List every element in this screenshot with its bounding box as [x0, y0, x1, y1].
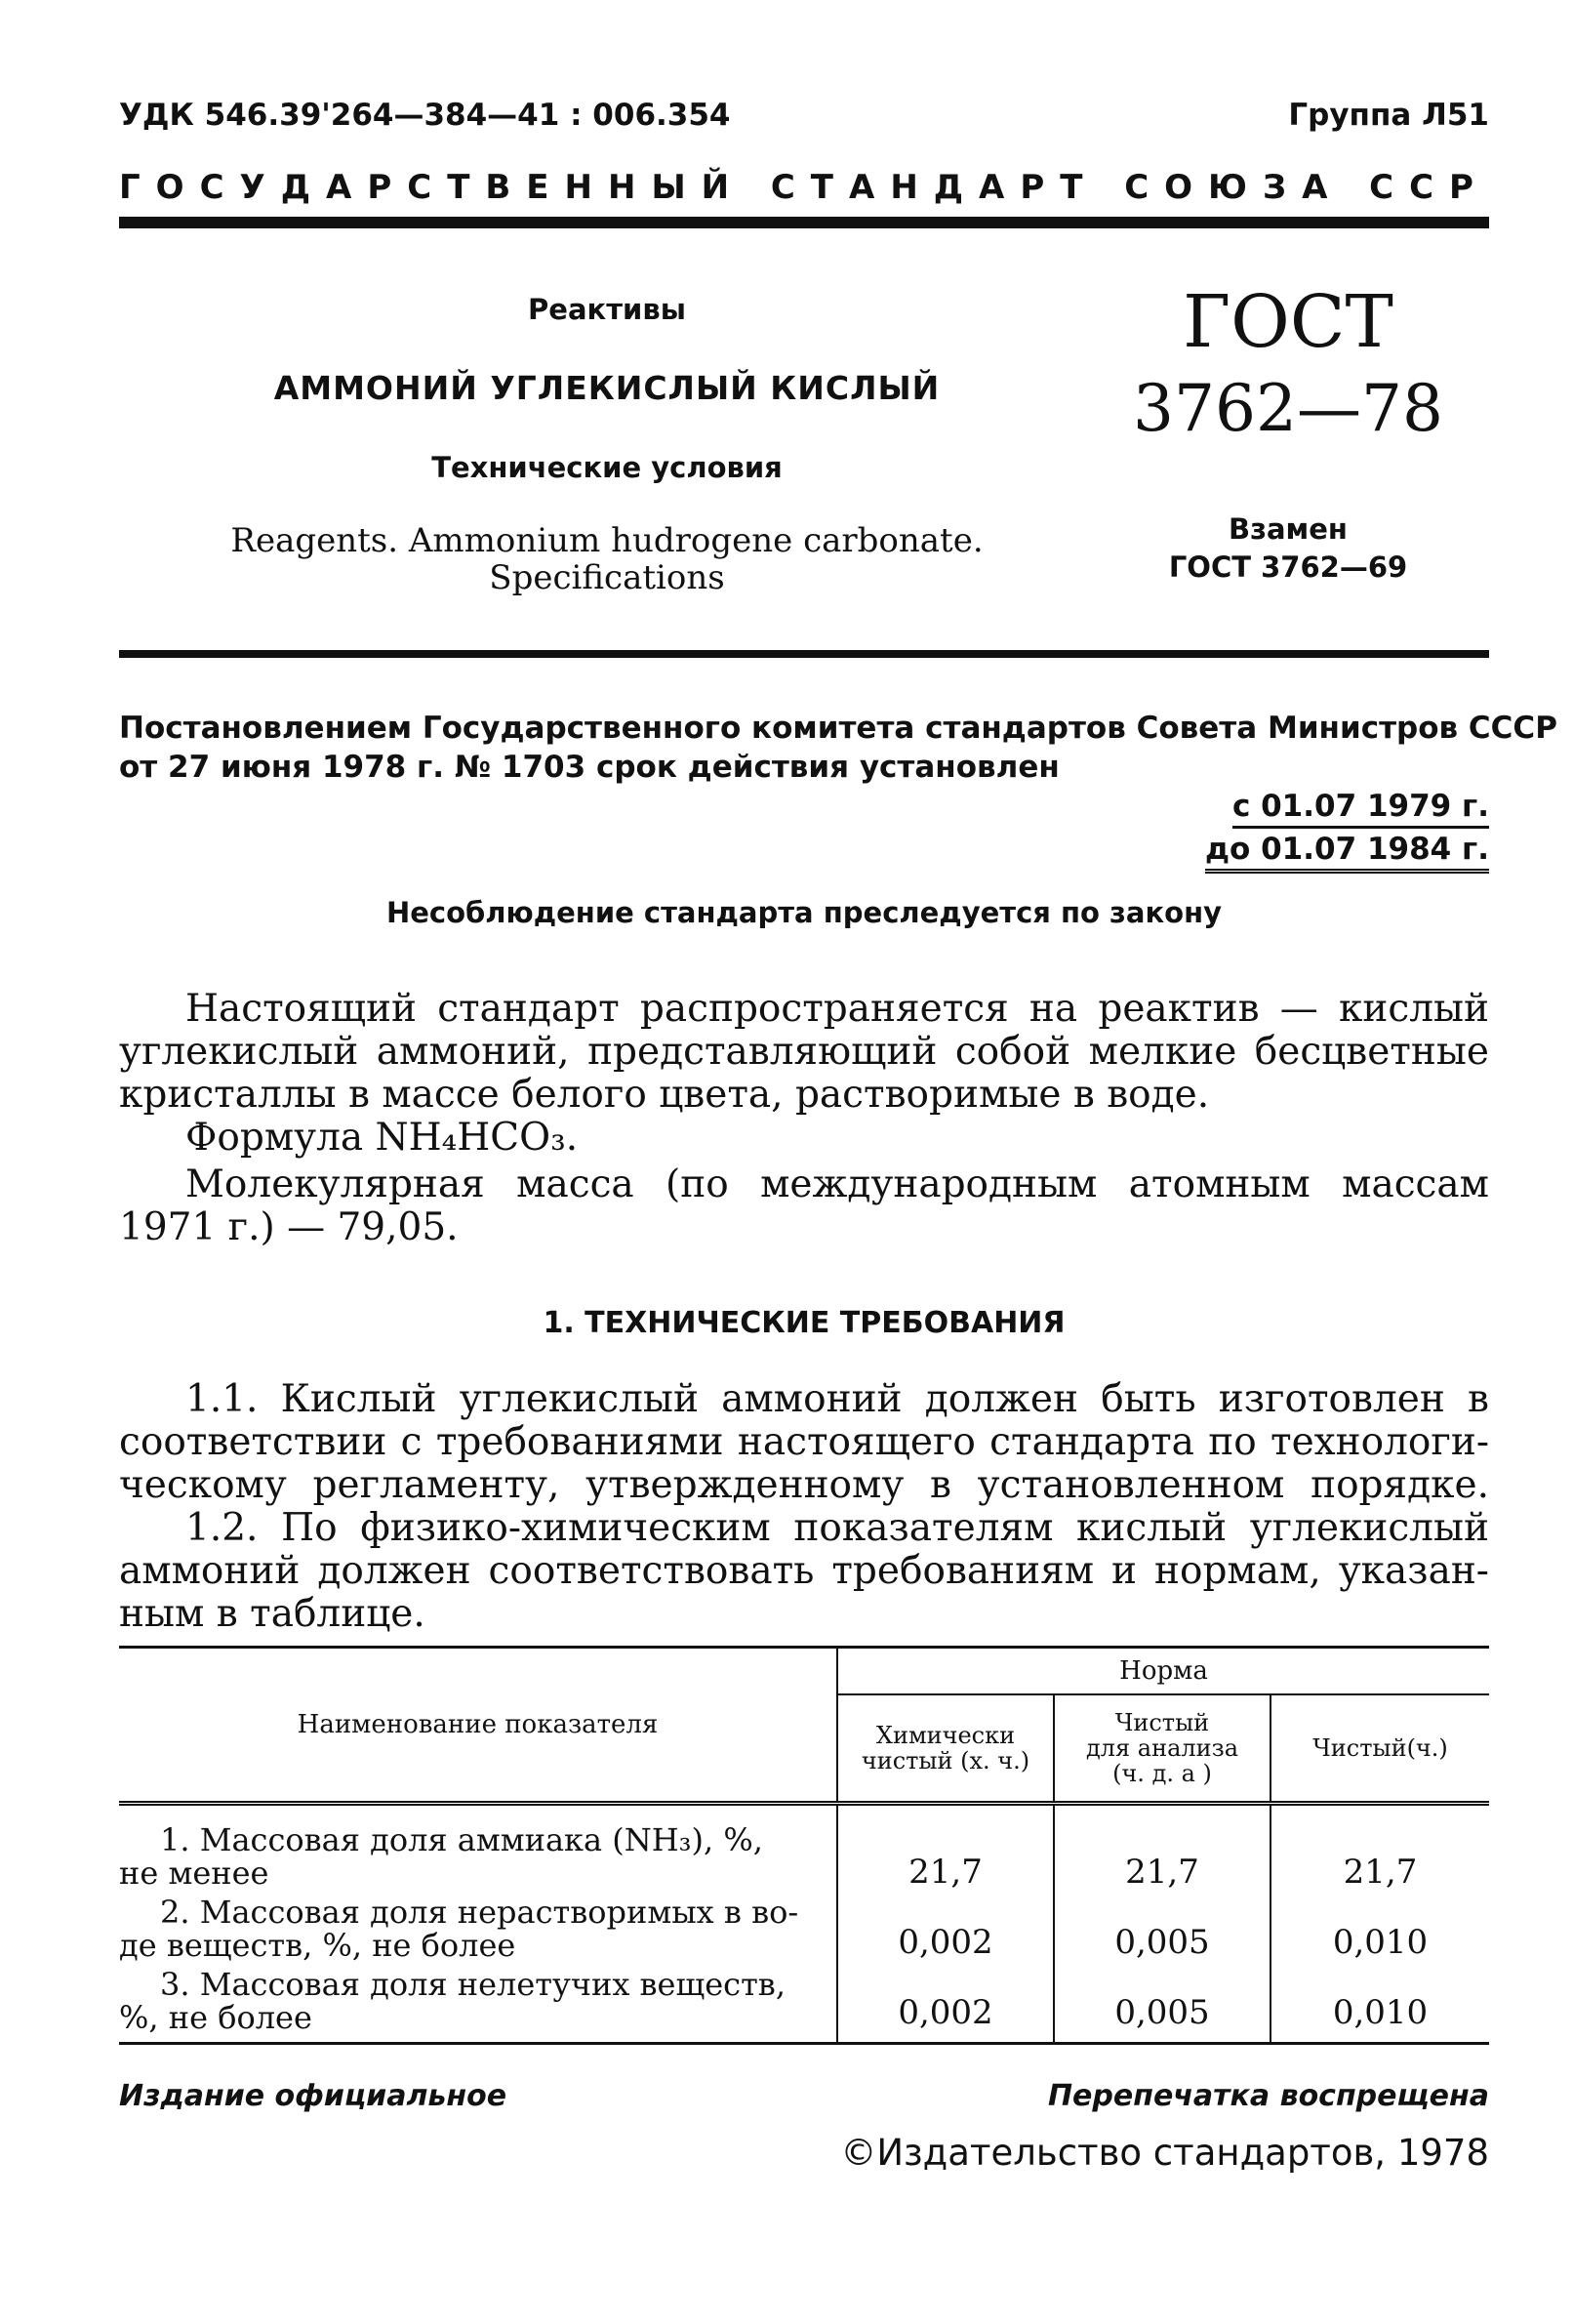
- row-value: 0,005: [1054, 1966, 1270, 2044]
- row-value: 0,010: [1270, 1966, 1489, 2044]
- row-value: 0,010: [1332, 1922, 1429, 1962]
- banner-word: СТАНДАРТ: [770, 168, 1099, 207]
- row-name: 3. Массовая доля нелетучих веществ, %, не более: [119, 1966, 837, 2044]
- table-header-grade: Чистый для анализа (ч. д. а ): [1054, 1694, 1270, 1804]
- replaces-value: ГОСТ 3762—69: [1168, 550, 1408, 584]
- state-standard-banner: [119, 168, 1489, 207]
- row-value: 21,7: [1343, 1852, 1418, 1892]
- intro-line: кристаллы в массе белого цвета, растворимые в воде.: [119, 1073, 1210, 1117]
- row-value: 0,002: [837, 1966, 1054, 2044]
- edition-note: Издание официальное: [119, 2079, 507, 2113]
- banner-word: ГОСУДАРСТВЕННЫЙ: [119, 168, 746, 207]
- table-row: [119, 1896, 1489, 1966]
- english-title-line: Specifications: [489, 558, 725, 597]
- table-header-grade: Химически чистый (х. ч.): [837, 1694, 1054, 1804]
- header-rule: [119, 217, 1489, 228]
- decree-line: Постановлением Государственного комитета стандартов Совета Министров СССР: [119, 711, 1557, 746]
- gost-number: 3762—78: [1133, 371, 1443, 446]
- english-title-line: Reagents. Ammonium hudrogene carbonate.: [230, 521, 984, 560]
- molar-mass-line: 1971 г.) — 79,05.: [119, 1205, 459, 1249]
- formula-line: Формула NH₄HCO₃.: [185, 1116, 579, 1160]
- molar-mass-line: Молекулярная масса (по международным атомным массам: [185, 1162, 1489, 1206]
- group-code: Группа Л51: [1288, 98, 1489, 133]
- copyright-line: ©Издательство стандартов, 1978: [840, 2132, 1489, 2174]
- clause-line: соответствии с требованиями настоящего стандарта по технологи-: [119, 1420, 1489, 1464]
- valid-from-date: с 01.07 1979 г.: [1232, 789, 1489, 829]
- intro-line: Настоящий стандарт распространяется на реактив — кислый: [185, 987, 1489, 1031]
- clause-line: ческому регламенту, утвержденному в установленном порядке.: [119, 1463, 1489, 1507]
- clause-line: аммоний должен соответствовать требованиям и нормам, указан-: [119, 1549, 1489, 1593]
- row-value: 0,002: [837, 1896, 1054, 1966]
- banner-word: СОЮЗА: [1124, 168, 1344, 207]
- reprint-note: Перепечатка воспрещена: [1047, 2079, 1489, 2113]
- row-value: 21,7: [837, 1804, 1054, 1896]
- table-row: [119, 1804, 1489, 1896]
- table-row: [119, 1966, 1489, 2044]
- valid-to-date: до 01.07 1984 г.: [1205, 832, 1489, 874]
- clause-line: 1.1. Кислый углекислый аммоний должен быть изготовлен в: [185, 1377, 1489, 1421]
- section-title: 1. ТЕХНИЧЕСКИЕ ТРЕБОВАНИЯ: [543, 1306, 1066, 1340]
- replaces-label: Взамен: [1229, 512, 1348, 546]
- row-name: 2. Массовая доля нерастворимых в во- де веществ, %, не более: [119, 1896, 837, 1966]
- row-value: 21,7: [1054, 1804, 1270, 1896]
- decree-line: от 27 июня 1978 г. № 1703 срок действия установлен: [119, 750, 1060, 785]
- category-title: Реактивы: [528, 293, 686, 326]
- table-header-norm: Норма: [837, 1648, 1489, 1694]
- english-title: [119, 522, 1095, 596]
- row-value: 0,005: [1054, 1896, 1270, 1966]
- gost-label: ГОСТ: [1183, 280, 1393, 364]
- norms-table: [119, 1646, 1489, 2045]
- spec-title: Технические условия: [431, 451, 783, 484]
- clause-line: 1.2. По физико-химическим показателям кислый углекислый: [185, 1506, 1489, 1550]
- udk-code: УДК 546.39'264—384—41 : 006.354: [119, 98, 731, 133]
- table-header-grade: Чистый(ч.): [1270, 1694, 1489, 1804]
- row-name: 1. Массовая доля аммиака (NH₃), %, не менее: [119, 1804, 837, 1896]
- intro-line: углекислый аммоний, представляющий собой мелкие бесцветные: [119, 1030, 1489, 1074]
- clause-line: ным в таблице.: [119, 1592, 425, 1636]
- title-rule: [119, 650, 1489, 658]
- product-title: АММОНИЙ УГЛЕКИСЛЫЙ КИСЛЫЙ: [273, 369, 941, 407]
- banner-word: ССР: [1369, 168, 1489, 207]
- table-header-name: Наименование показателя: [119, 1648, 837, 1804]
- noncompliance-note: Несоблюдение стандарта преследуется по закону: [385, 896, 1223, 929]
